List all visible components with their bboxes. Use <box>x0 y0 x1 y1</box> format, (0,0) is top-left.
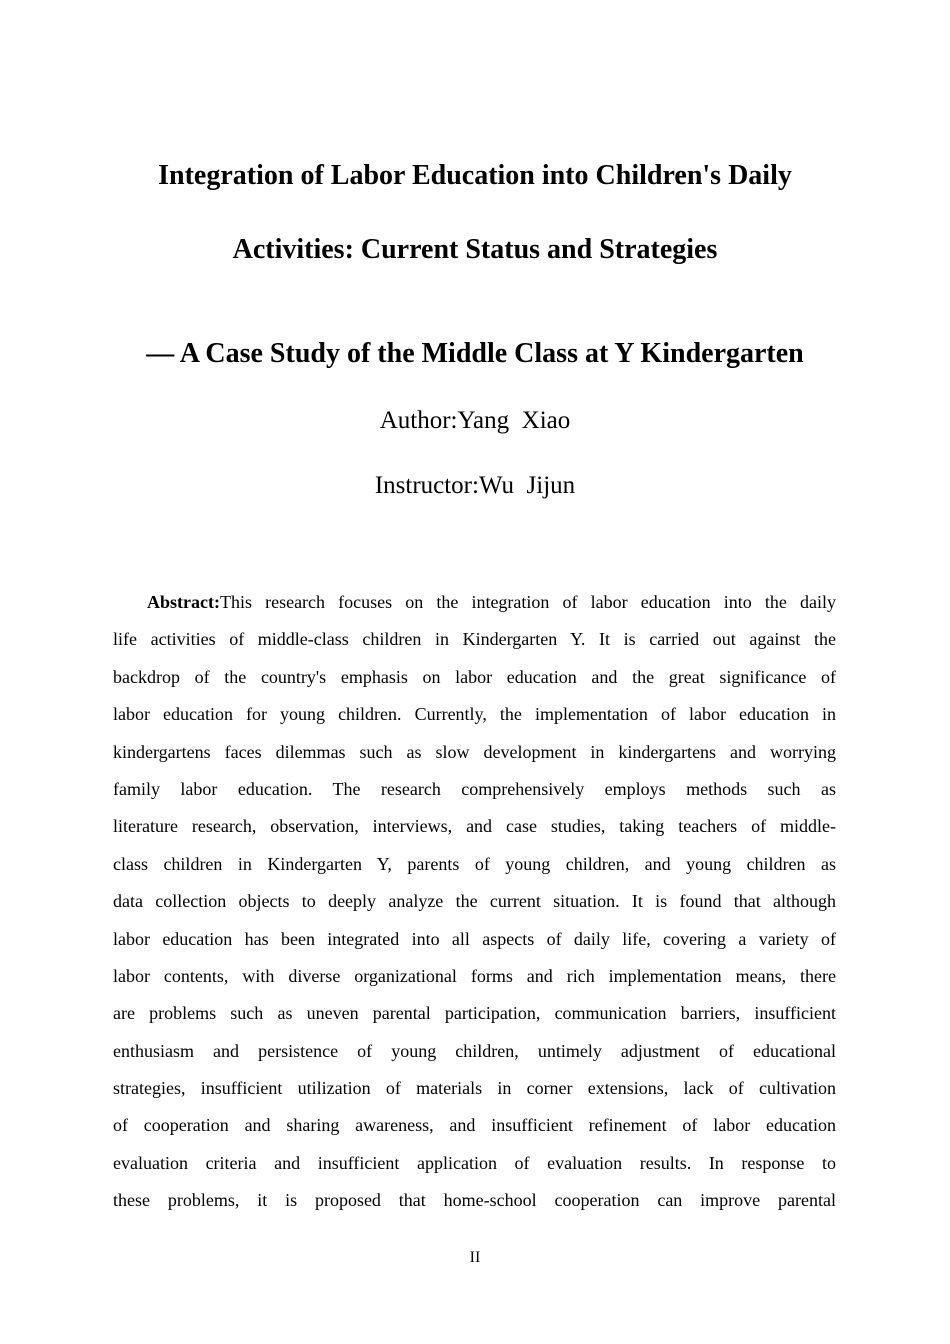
abstract-line: of cooperation and sharing awareness, and insufficient refinement of labor education <box>113 1115 836 1136</box>
abstract-line: are problems such as uneven parental participation, communication barriers, insufficient <box>113 1003 836 1024</box>
title-line-2: Activities: Current Status and Strategies <box>232 234 718 265</box>
instructor-line: Instructor:Wu Jijun <box>374 472 576 499</box>
abstract-label: Abstract: <box>147 592 220 612</box>
abstract-line: labor education for young children. Currently, the implementation of labor education in <box>113 704 836 725</box>
author-line: Author:Yang Xiao <box>379 407 571 434</box>
abstract-line: data collection objects to deeply analyze the current situation. It is found that although <box>113 891 836 912</box>
abstract-line: family labor education. The research comprehensively employs methods such as <box>113 778 836 799</box>
abstract-line: class children in Kindergarten Y, parents of young children, and young children as <box>113 853 836 874</box>
abstract-line <box>113 584 836 621</box>
abstract-line: strategies, insufficient utilization of materials in corner extensions, lack of cultivation <box>113 1078 836 1099</box>
abstract-line: evaluation criteria and insufficient application of evaluation results. In response to <box>113 1152 836 1173</box>
abstract-line: life activities of middle-class children in Kindergarten Y. It is carried out against the <box>113 629 836 650</box>
abstract-line: labor education has been integrated into all aspects of daily life, covering a variety of <box>113 928 836 949</box>
abstract-line: kindergartens faces dilemmas such as slow development in kindergartens and worrying <box>113 741 836 762</box>
page-number: II <box>469 1249 481 1266</box>
abstract-paragraph <box>113 584 836 1220</box>
abstract-line: labor contents, with diverse organizational forms and rich implementation means, there <box>113 965 836 986</box>
abstract-line: literature research, observation, interviews, and case studies, taking teachers of middle- <box>113 816 836 837</box>
abstract-line: backdrop of the country's emphasis on labor education and the great significance of <box>113 666 836 687</box>
abstract-line: enthusiasm and persistence of young children, untimely adjustment of educational <box>113 1040 836 1061</box>
subtitle: — A Case Study of the Middle Class at Y Kindergarten <box>146 338 804 369</box>
abstract-line: these problems, it is proposed that home-school cooperation can improve parental <box>113 1190 836 1211</box>
abstract-line-text: This research focuses on the integration of labor education into the daily <box>219 592 836 612</box>
title-line-1: Integration of Labor Education into Children's Daily <box>158 160 792 191</box>
